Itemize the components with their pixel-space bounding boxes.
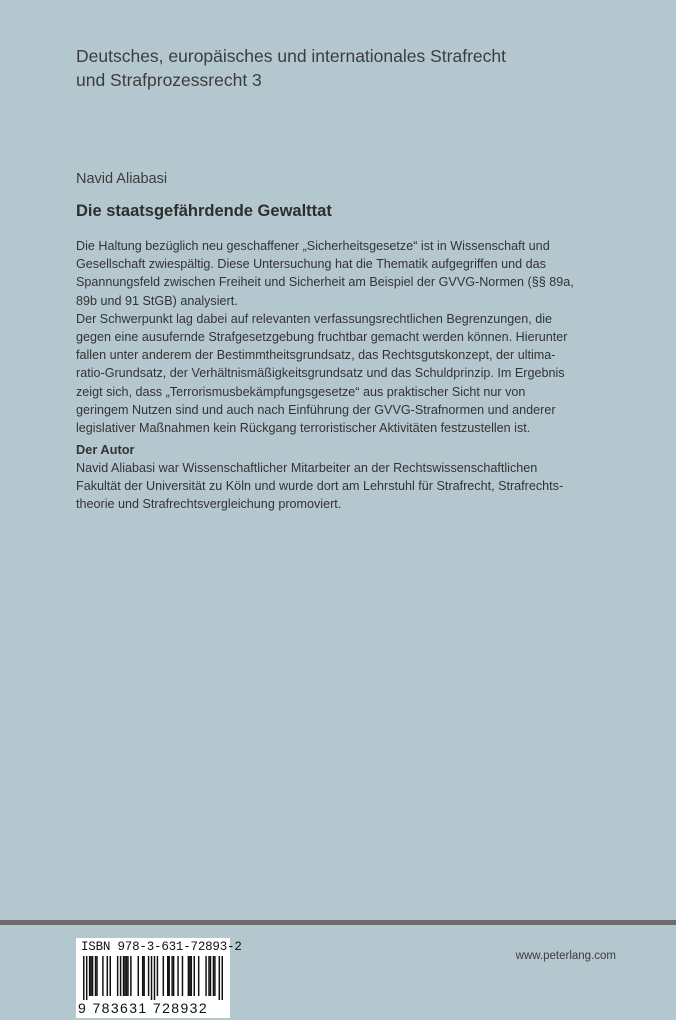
barcode-bar: [219, 956, 220, 1000]
barcode-icon: [83, 956, 223, 1000]
barcode-bar: [163, 956, 164, 996]
barcode-bar: [167, 956, 168, 996]
barcode-bar: [189, 956, 190, 996]
bio-line: Fakultät der Universität zu Köln und wurde dort am Lehrstuhl für Strafrecht, Strafrechts-: [76, 479, 564, 494]
blurb-line: legislativer Maßnahmen kein Rückgang terroristischer Aktivitäten festzustellen ist.: [76, 421, 531, 436]
barcode-bar: [157, 956, 158, 996]
book-title: Die staatsgefährdende Gewalttat: [76, 202, 332, 220]
barcode-bar: [191, 956, 192, 996]
barcode-bar: [148, 956, 149, 996]
barcode-bar: [110, 956, 111, 996]
blurb-line: geringem Nutzen sind und auch nach Einführung der GVVG-Strafnormen und anderer: [76, 402, 556, 417]
series-title-line-2: und Strafprozessrecht 3: [76, 70, 262, 90]
barcode-bar: [138, 956, 139, 996]
isbn-barcode: [76, 938, 242, 1018]
author-name: Navid Aliabasi: [76, 171, 168, 187]
blurb-text: [76, 237, 642, 437]
blurb-line: gegen eine ausufernde Strafgesetzgebung fruchtbar gemacht werden können. Hierunter: [76, 330, 568, 345]
blurb-line: Spannungsfeld zwischen Freiheit und Sicherheit am Beispiel der GVVG-Normen (§§ 89a,: [76, 275, 574, 290]
blurb-line: ratio-Grundsatz, der Verhältnismäßigkeitsgrundsatz und das Schuldprinzip. Im Ergebnis: [76, 366, 565, 381]
barcode-bar: [92, 956, 93, 996]
barcode-bar: [117, 956, 118, 996]
barcode-bar: [142, 956, 143, 996]
barcode-bar: [83, 956, 84, 1000]
barcode-bar: [89, 956, 90, 996]
isbn-label: ISBN 978-3-631-72893-2: [81, 940, 242, 954]
barcode-bar: [130, 956, 131, 996]
barcode-bar: [213, 956, 214, 996]
barcode-bar: [168, 956, 169, 996]
barcode-bar: [173, 956, 174, 996]
barcode-bar: [107, 956, 108, 996]
barcode-bar: [198, 956, 199, 996]
barcode-bar: [210, 956, 211, 996]
barcode-bar: [127, 956, 128, 996]
barcode-bar: [90, 956, 91, 996]
series-title-line-1: Deutsches, europäisches und internationales Strafrecht: [76, 46, 506, 66]
barcode-digits: 9 783631 728932: [78, 1000, 208, 1016]
bio-line: Navid Aliabasi war Wissenschaftlicher Mitarbeiter an der Rechtswissenschaftlichen: [76, 461, 538, 475]
barcode-bar: [95, 956, 96, 996]
barcode-bar: [124, 956, 125, 996]
barcode-bar: [182, 956, 183, 996]
barcode-bar: [171, 956, 172, 996]
series-title: [76, 44, 636, 92]
blurb-line: zeigt sich, dass „Terrorismusbekämpfungsgesetze“ aus praktischer Sicht nur von: [76, 384, 526, 399]
barcode-bar: [194, 956, 195, 996]
barcode-bar: [214, 956, 215, 996]
bottom-divider: [0, 920, 676, 925]
blurb-line: Der Schwerpunkt lag dabei auf relevanten verfassungsrechtlichen Begrenzungen, die: [76, 311, 553, 326]
publisher-website[interactable]: www.peterlang.com: [515, 950, 616, 962]
barcode-bar: [188, 956, 189, 996]
barcode-bar: [96, 956, 97, 996]
author-bio: [76, 459, 642, 514]
barcode-bar: [143, 956, 144, 996]
barcode-bar: [126, 956, 127, 996]
barcode-bar: [123, 956, 124, 996]
blurb-line: fallen unter anderem der Bestimmtheitsgrundsatz, das Rechtsgutskonzept, der ultima-: [76, 348, 556, 363]
blurb-line: Gesellschaft zwiespältig. Diese Untersuchung hat die Thematik aufgegriffen und das: [76, 257, 546, 272]
barcode-bar: [120, 956, 121, 996]
barcode-bar: [208, 956, 209, 996]
barcode-bar: [205, 956, 206, 996]
barcode-bar: [86, 956, 87, 1000]
author-bio-heading: Der Autor: [76, 442, 135, 457]
barcode-bar: [154, 956, 155, 1000]
bio-line: theorie und Strafrechtsvergleichung promoviert.: [76, 497, 342, 512]
blurb-line: Die Haltung bezüglich neu geschaffener „Sicherheitsgesetze“ ist in Wissenschaft und: [76, 239, 550, 253]
barcode-bar: [222, 956, 223, 1000]
barcode-bar: [151, 956, 152, 1000]
barcode-bar: [102, 956, 103, 996]
barcode-bar: [177, 956, 178, 996]
blurb-line: 89b und 91 StGB) analysiert.: [76, 293, 238, 308]
